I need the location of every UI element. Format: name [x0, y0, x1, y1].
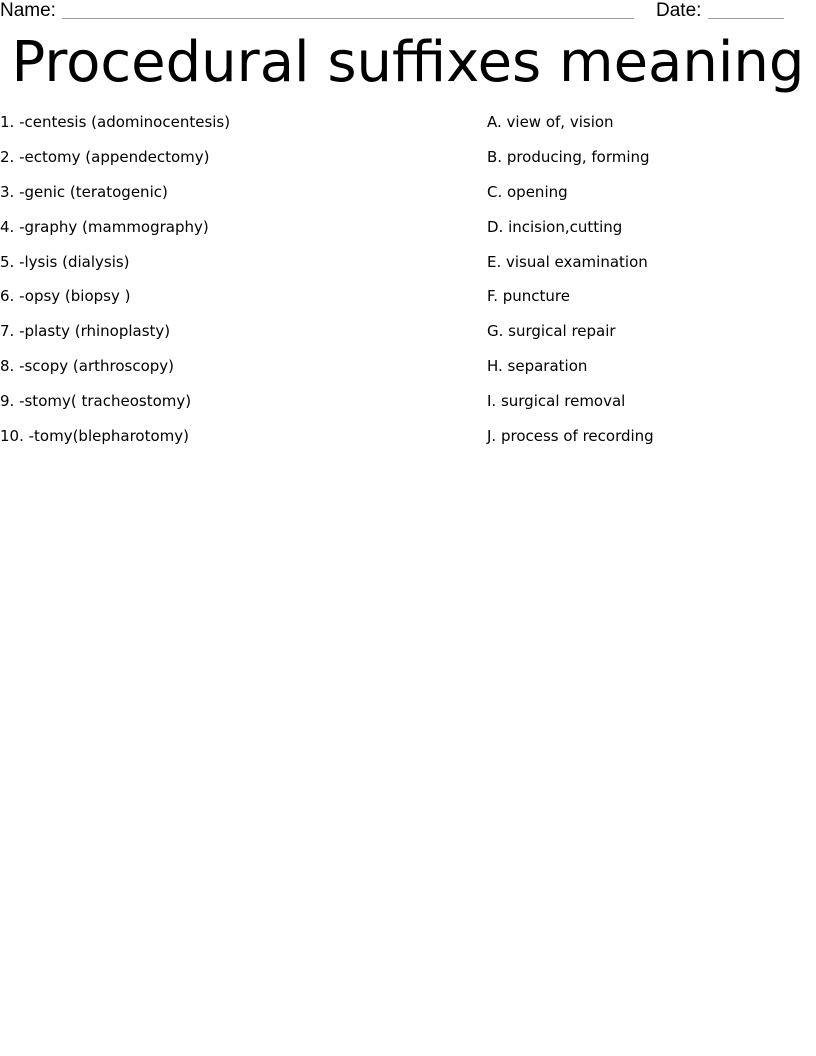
- meaning-item: I. surgical removal: [487, 392, 626, 411]
- suffix-item: 10. -tomy(blepharotomy): [0, 427, 189, 446]
- meaning-item: B. producing, forming: [487, 147, 650, 166]
- suffix-list: [0, 110, 230, 459]
- meaning-item: D. incision,cutting: [487, 217, 623, 236]
- suffix-item: 1. -centesis (adominocentesis): [0, 113, 231, 131]
- suffix-item: 5. -lysis (dialysis): [0, 252, 130, 271]
- date-label: Date:: [656, 0, 702, 21]
- meaning-item: A. view of, vision: [487, 113, 614, 131]
- meaning-item: G. surgical repair: [487, 322, 616, 341]
- header-row: [0, 0, 816, 24]
- page-title: Procedural suffixes meaning: [11, 30, 805, 95]
- suffix-item: 4. -graphy (mammography): [0, 217, 209, 236]
- suffix-item: 3. -genic (teratogenic): [0, 182, 168, 201]
- suffix-item: 8. -scopy (arthroscopy): [0, 357, 175, 376]
- meaning-item: H. separation: [487, 357, 588, 376]
- date-blank-line: [708, 18, 784, 19]
- suffix-item: 6. -opsy (biopsy ): [0, 287, 131, 306]
- meaning-item: E. visual examination: [487, 252, 648, 271]
- name-label: Name:: [0, 0, 56, 21]
- meaning-item: C. opening: [487, 182, 568, 201]
- meaning-item: J. process of recording: [487, 427, 654, 446]
- suffix-item: 9. -stomy( tracheostomy): [0, 392, 192, 411]
- name-blank-line: [62, 18, 634, 19]
- suffix-item: 7. -plasty (rhinoplasty): [0, 322, 171, 341]
- suffix-item: 2. -ectomy (appendectomy): [0, 147, 210, 166]
- meaning-item: F. puncture: [487, 287, 570, 306]
- meaning-list: [487, 110, 654, 459]
